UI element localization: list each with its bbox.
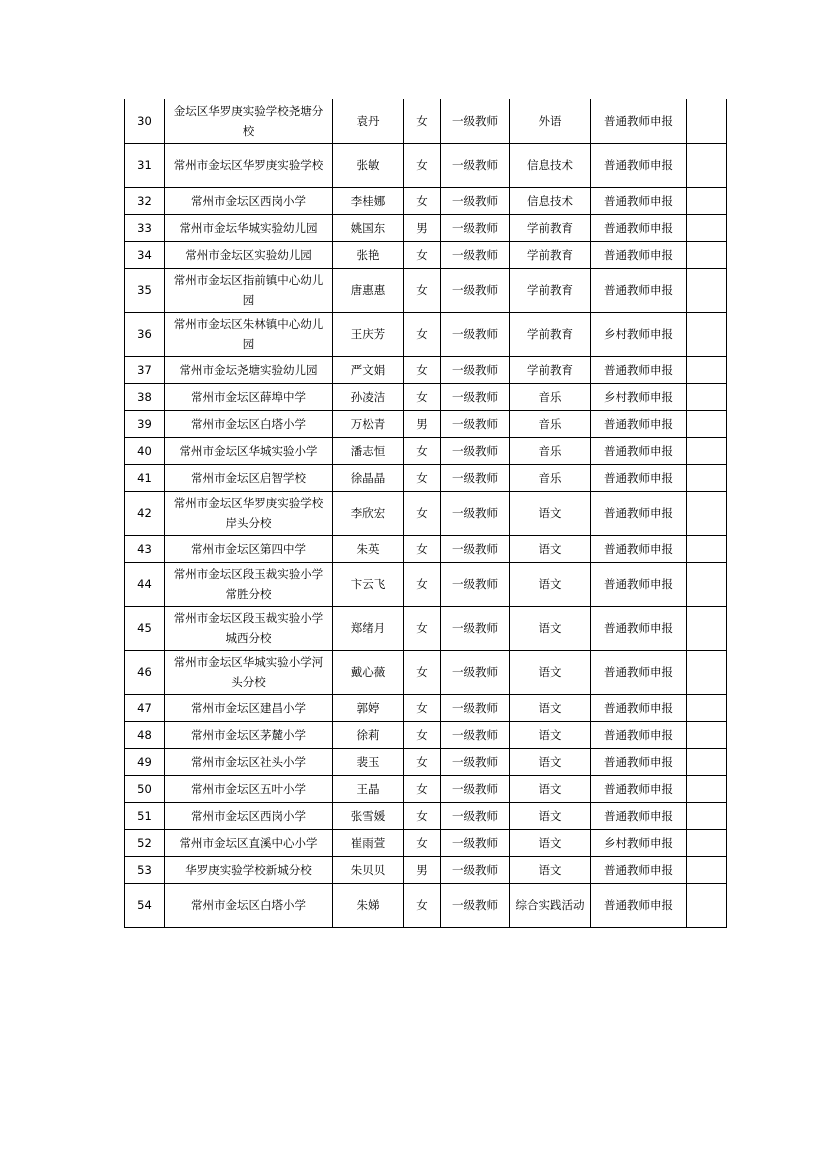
row-number-cell: 33 [125, 214, 165, 241]
subject-cell: 学前教育 [510, 356, 591, 383]
table-row [125, 535, 727, 562]
school-unit-cell: 常州市金坛区段玉裁实验小学城西分校 [165, 606, 333, 650]
gender-cell: 女 [404, 694, 441, 721]
subject-cell: 语文 [510, 650, 591, 694]
row-number-cell: 43 [125, 535, 165, 562]
table-row [125, 721, 727, 748]
row-number-cell: 30 [125, 99, 165, 143]
row-number-cell: 42 [125, 491, 165, 535]
gender-cell: 男 [404, 856, 441, 883]
subject-cell: 音乐 [510, 464, 591, 491]
table-row [125, 356, 727, 383]
school-unit-cell: 常州市金坛尧塘实验幼儿园 [165, 356, 333, 383]
teacher-name-cell: 崔雨萱 [333, 829, 404, 856]
application-type-cell: 普通教师申报 [591, 241, 687, 268]
teacher-name-cell: 徐莉 [333, 721, 404, 748]
professional-title-cell: 一级教师 [441, 650, 510, 694]
application-type-cell: 普通教师申报 [591, 883, 687, 927]
remarks-cell [687, 606, 727, 650]
subject-cell: 语文 [510, 748, 591, 775]
row-number-cell: 46 [125, 650, 165, 694]
teacher-name-cell: 张雪媛 [333, 802, 404, 829]
professional-title-cell: 一级教师 [441, 464, 510, 491]
subject-cell: 学前教育 [510, 312, 591, 356]
subject-cell: 音乐 [510, 410, 591, 437]
gender-cell: 女 [404, 356, 441, 383]
remarks-cell [687, 535, 727, 562]
application-type-cell: 普通教师申报 [591, 694, 687, 721]
school-unit-cell: 常州市金坛华城实验幼儿园 [165, 214, 333, 241]
gender-cell: 女 [404, 268, 441, 312]
subject-cell: 外语 [510, 99, 591, 143]
table-row [125, 491, 727, 535]
row-number-cell: 37 [125, 356, 165, 383]
teacher-name-cell: 唐惠惠 [333, 268, 404, 312]
table-row [125, 464, 727, 491]
professional-title-cell: 一级教师 [441, 829, 510, 856]
remarks-cell [687, 721, 727, 748]
teacher-name-cell: 郑绪月 [333, 606, 404, 650]
school-unit-cell: 常州市金坛区朱林镇中心幼儿园 [165, 312, 333, 356]
table-row [125, 437, 727, 464]
application-type-cell: 普通教师申报 [591, 491, 687, 535]
teacher-name-cell: 张敏 [333, 143, 404, 187]
school-unit-cell: 常州市金坛区建昌小学 [165, 694, 333, 721]
school-unit-cell: 常州市金坛区启智学校 [165, 464, 333, 491]
row-number-cell: 47 [125, 694, 165, 721]
subject-cell: 语文 [510, 535, 591, 562]
teacher-name-cell: 朱娣 [333, 883, 404, 927]
professional-title-cell: 一级教师 [441, 268, 510, 312]
application-type-cell: 普通教师申报 [591, 535, 687, 562]
subject-cell: 学前教育 [510, 268, 591, 312]
application-type-cell: 普通教师申报 [591, 748, 687, 775]
remarks-cell [687, 383, 727, 410]
table-row [125, 775, 727, 802]
teacher-name-cell: 戴心薇 [333, 650, 404, 694]
remarks-cell [687, 491, 727, 535]
application-type-cell: 普通教师申报 [591, 802, 687, 829]
gender-cell: 女 [404, 241, 441, 268]
subject-cell: 语文 [510, 721, 591, 748]
school-unit-cell: 常州市金坛区直溪中心小学 [165, 829, 333, 856]
table-body [125, 99, 727, 927]
table-row [125, 268, 727, 312]
gender-cell: 女 [404, 883, 441, 927]
teacher-name-cell: 张艳 [333, 241, 404, 268]
teacher-name-cell: 徐晶晶 [333, 464, 404, 491]
subject-cell: 音乐 [510, 383, 591, 410]
subject-cell: 语文 [510, 802, 591, 829]
school-unit-cell: 常州市金坛区社头小学 [165, 748, 333, 775]
remarks-cell [687, 99, 727, 143]
school-unit-cell: 常州市金坛区西岗小学 [165, 187, 333, 214]
row-number-cell: 35 [125, 268, 165, 312]
remarks-cell [687, 748, 727, 775]
subject-cell: 学前教育 [510, 241, 591, 268]
school-unit-cell: 常州市金坛区薛埠中学 [165, 383, 333, 410]
professional-title-cell: 一级教师 [441, 562, 510, 606]
professional-title-cell: 一级教师 [441, 856, 510, 883]
school-unit-cell: 常州市金坛区华罗庚实验学校岸头分校 [165, 491, 333, 535]
row-number-cell: 36 [125, 312, 165, 356]
table-row [125, 856, 727, 883]
gender-cell: 男 [404, 410, 441, 437]
school-unit-cell: 常州市金坛区华城实验小学 [165, 437, 333, 464]
gender-cell: 女 [404, 606, 441, 650]
gender-cell: 女 [404, 775, 441, 802]
table-row [125, 187, 727, 214]
school-unit-cell: 常州市金坛区白塔小学 [165, 883, 333, 927]
school-unit-cell: 常州市金坛区华城实验小学河头分校 [165, 650, 333, 694]
teacher-name-cell: 严文娟 [333, 356, 404, 383]
subject-cell: 语文 [510, 694, 591, 721]
subject-cell: 语文 [510, 775, 591, 802]
gender-cell: 女 [404, 535, 441, 562]
professional-title-cell: 一级教师 [441, 383, 510, 410]
remarks-cell [687, 562, 727, 606]
row-number-cell: 34 [125, 241, 165, 268]
row-number-cell: 44 [125, 562, 165, 606]
remarks-cell [687, 187, 727, 214]
teacher-name-cell: 姚国东 [333, 214, 404, 241]
application-type-cell: 普通教师申报 [591, 721, 687, 748]
teacher-name-cell: 袁丹 [333, 99, 404, 143]
row-number-cell: 40 [125, 437, 165, 464]
table-row [125, 883, 727, 927]
table-row [125, 606, 727, 650]
teacher-name-cell: 李欣宏 [333, 491, 404, 535]
teacher-name-cell: 卞云飞 [333, 562, 404, 606]
subject-cell: 语文 [510, 606, 591, 650]
professional-title-cell: 一级教师 [441, 214, 510, 241]
school-unit-cell: 华罗庚实验学校新城分校 [165, 856, 333, 883]
teacher-name-cell: 潘志恒 [333, 437, 404, 464]
gender-cell: 女 [404, 802, 441, 829]
table-row [125, 241, 727, 268]
professional-title-cell: 一级教师 [441, 312, 510, 356]
school-unit-cell: 常州市金坛区段玉裁实验小学常胜分校 [165, 562, 333, 606]
gender-cell: 女 [404, 721, 441, 748]
teacher-name-cell: 孙凌洁 [333, 383, 404, 410]
remarks-cell [687, 829, 727, 856]
application-type-cell: 普通教师申报 [591, 562, 687, 606]
application-type-cell: 普通教师申报 [591, 856, 687, 883]
remarks-cell [687, 464, 727, 491]
row-number-cell: 49 [125, 748, 165, 775]
gender-cell: 女 [404, 383, 441, 410]
table-row [125, 694, 727, 721]
professional-title-cell: 一级教师 [441, 721, 510, 748]
table-row [125, 650, 727, 694]
application-type-cell: 普通教师申报 [591, 214, 687, 241]
subject-cell: 信息技术 [510, 187, 591, 214]
remarks-cell [687, 241, 727, 268]
application-type-cell: 乡村教师申报 [591, 829, 687, 856]
application-type-cell: 普通教师申报 [591, 464, 687, 491]
gender-cell: 女 [404, 562, 441, 606]
subject-cell: 语文 [510, 829, 591, 856]
row-number-cell: 39 [125, 410, 165, 437]
remarks-cell [687, 694, 727, 721]
school-unit-cell: 常州市金坛区指前镇中心幼儿园 [165, 268, 333, 312]
remarks-cell [687, 214, 727, 241]
application-type-cell: 普通教师申报 [591, 268, 687, 312]
teacher-name-cell: 王晶 [333, 775, 404, 802]
gender-cell: 女 [404, 143, 441, 187]
school-unit-cell: 常州市金坛区西岗小学 [165, 802, 333, 829]
remarks-cell [687, 883, 727, 927]
row-number-cell: 52 [125, 829, 165, 856]
remarks-cell [687, 312, 727, 356]
table-row [125, 143, 727, 187]
table-row [125, 312, 727, 356]
professional-title-cell: 一级教师 [441, 606, 510, 650]
school-unit-cell: 常州市金坛区实验幼儿园 [165, 241, 333, 268]
gender-cell: 男 [404, 214, 441, 241]
gender-cell: 女 [404, 748, 441, 775]
remarks-cell [687, 650, 727, 694]
subject-cell: 语文 [510, 856, 591, 883]
row-number-cell: 48 [125, 721, 165, 748]
subject-cell: 语文 [510, 491, 591, 535]
professional-title-cell: 一级教师 [441, 535, 510, 562]
subject-cell: 信息技术 [510, 143, 591, 187]
remarks-cell [687, 802, 727, 829]
application-type-cell: 普通教师申报 [591, 410, 687, 437]
gender-cell: 女 [404, 829, 441, 856]
subject-cell: 综合实践活动 [510, 883, 591, 927]
row-number-cell: 53 [125, 856, 165, 883]
application-type-cell: 普通教师申报 [591, 187, 687, 214]
application-type-cell: 乡村教师申报 [591, 312, 687, 356]
gender-cell: 女 [404, 187, 441, 214]
teacher-name-cell: 朱英 [333, 535, 404, 562]
table-row [125, 748, 727, 775]
teacher-name-cell: 朱贝贝 [333, 856, 404, 883]
professional-title-cell: 一级教师 [441, 241, 510, 268]
gender-cell: 女 [404, 437, 441, 464]
row-number-cell: 54 [125, 883, 165, 927]
school-unit-cell: 常州市金坛区五叶小学 [165, 775, 333, 802]
gender-cell: 女 [404, 491, 441, 535]
teacher-name-cell: 郭婷 [333, 694, 404, 721]
remarks-cell [687, 143, 727, 187]
row-number-cell: 50 [125, 775, 165, 802]
row-number-cell: 38 [125, 383, 165, 410]
table-row [125, 410, 727, 437]
professional-title-cell: 一级教师 [441, 410, 510, 437]
remarks-cell [687, 356, 727, 383]
professional-title-cell: 一级教师 [441, 802, 510, 829]
table-row [125, 214, 727, 241]
remarks-cell [687, 410, 727, 437]
application-type-cell: 普通教师申报 [591, 143, 687, 187]
professional-title-cell: 一级教师 [441, 748, 510, 775]
school-unit-cell: 常州市金坛区第四中学 [165, 535, 333, 562]
application-type-cell: 普通教师申报 [591, 606, 687, 650]
professional-title-cell: 一级教师 [441, 694, 510, 721]
gender-cell: 女 [404, 312, 441, 356]
school-unit-cell: 常州市金坛区茅麓小学 [165, 721, 333, 748]
professional-title-cell: 一级教师 [441, 491, 510, 535]
row-number-cell: 45 [125, 606, 165, 650]
table-row [125, 802, 727, 829]
remarks-cell [687, 268, 727, 312]
application-type-cell: 普通教师申报 [591, 437, 687, 464]
professional-title-cell: 一级教师 [441, 187, 510, 214]
table-row [125, 99, 727, 143]
application-type-cell: 普通教师申报 [591, 99, 687, 143]
professional-title-cell: 一级教师 [441, 775, 510, 802]
teacher-name-cell: 王庆芳 [333, 312, 404, 356]
school-unit-cell: 常州市金坛区白塔小学 [165, 410, 333, 437]
professional-title-cell: 一级教师 [441, 99, 510, 143]
subject-cell: 语文 [510, 562, 591, 606]
subject-cell: 音乐 [510, 437, 591, 464]
professional-title-cell: 一级教师 [441, 437, 510, 464]
teacher-name-cell: 裴玉 [333, 748, 404, 775]
table-row [125, 829, 727, 856]
table-row [125, 383, 727, 410]
application-type-cell: 普通教师申报 [591, 356, 687, 383]
professional-title-cell: 一级教师 [441, 883, 510, 927]
gender-cell: 女 [404, 650, 441, 694]
remarks-cell [687, 856, 727, 883]
teacher-list-table [124, 99, 727, 928]
subject-cell: 学前教育 [510, 214, 591, 241]
gender-cell: 女 [404, 99, 441, 143]
teacher-name-cell: 万松青 [333, 410, 404, 437]
application-type-cell: 普通教师申报 [591, 650, 687, 694]
school-unit-cell: 金坛区华罗庚实验学校尧塘分校 [165, 99, 333, 143]
row-number-cell: 51 [125, 802, 165, 829]
row-number-cell: 32 [125, 187, 165, 214]
remarks-cell [687, 775, 727, 802]
teacher-name-cell: 李桂娜 [333, 187, 404, 214]
school-unit-cell: 常州市金坛区华罗庚实验学校 [165, 143, 333, 187]
row-number-cell: 41 [125, 464, 165, 491]
row-number-cell: 31 [125, 143, 165, 187]
remarks-cell [687, 437, 727, 464]
professional-title-cell: 一级教师 [441, 356, 510, 383]
table-row [125, 562, 727, 606]
application-type-cell: 乡村教师申报 [591, 383, 687, 410]
professional-title-cell: 一级教师 [441, 143, 510, 187]
gender-cell: 女 [404, 464, 441, 491]
application-type-cell: 普通教师申报 [591, 775, 687, 802]
